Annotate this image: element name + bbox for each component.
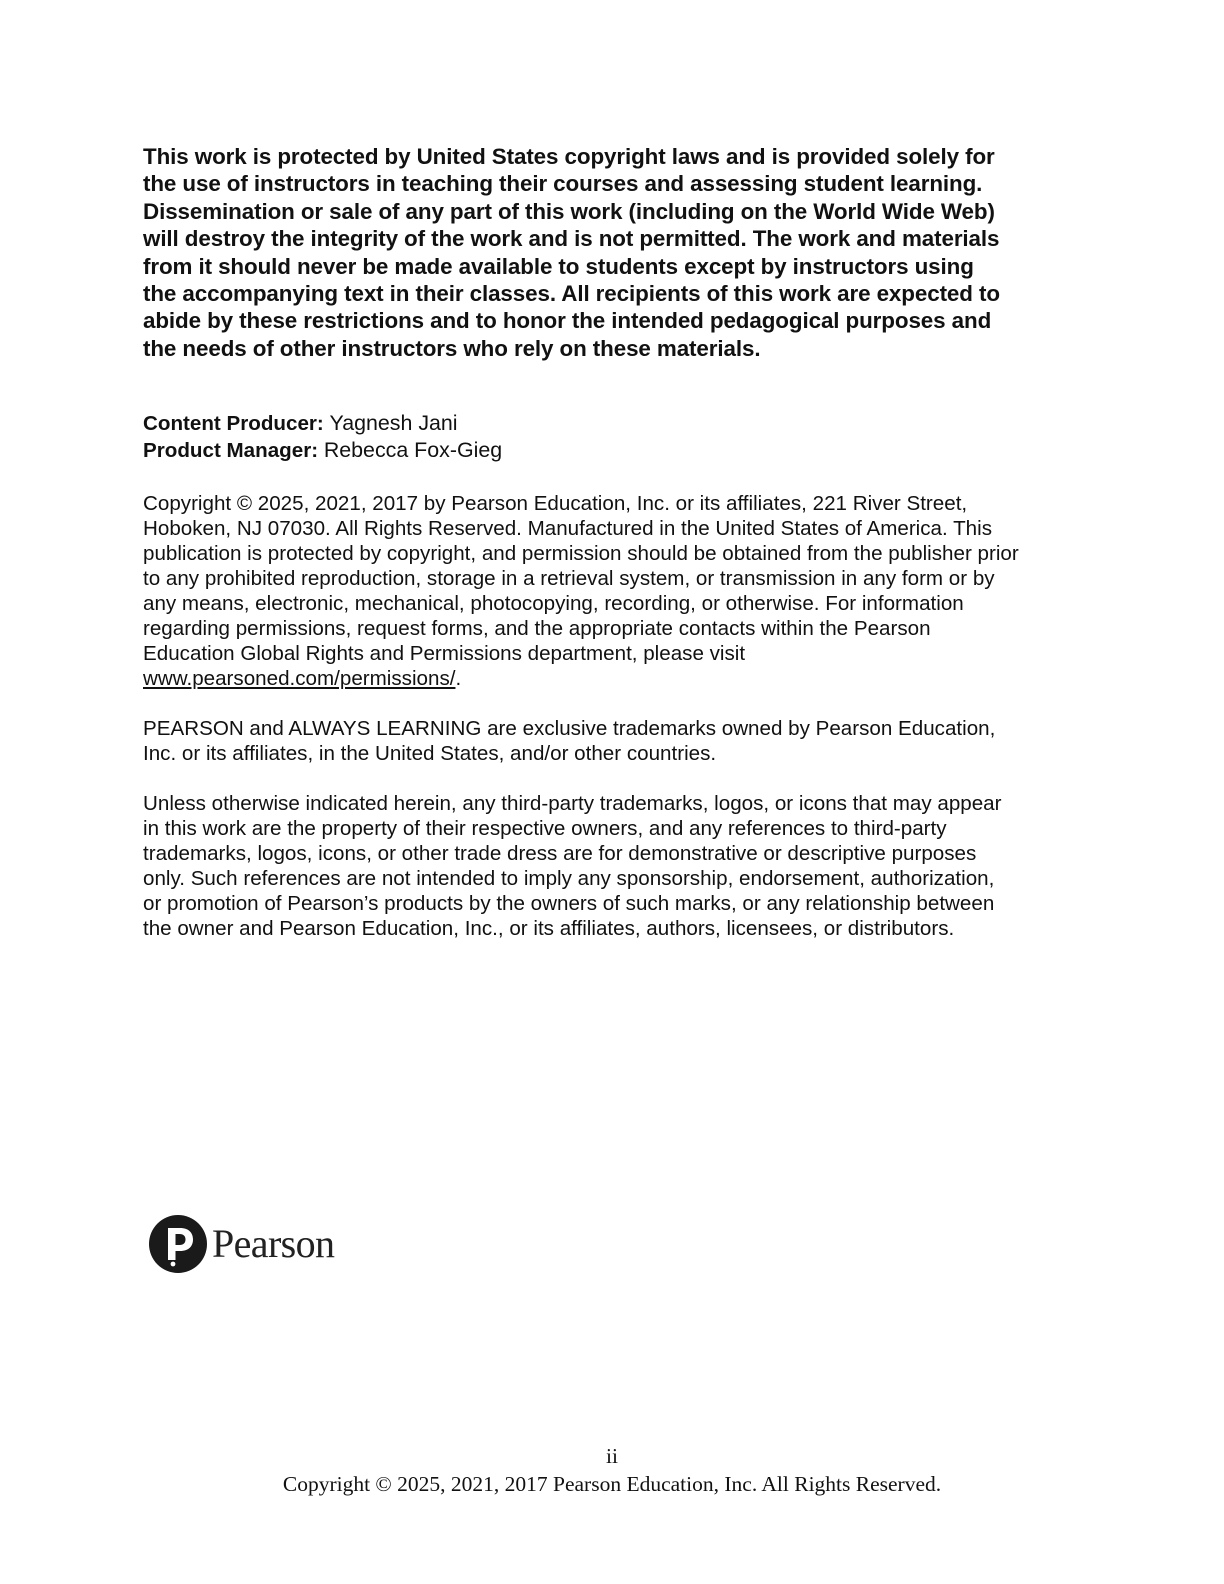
pearson-logo xyxy=(148,1214,334,1274)
paragraph-line: regarding permissions, request forms, and the appropriate contacts within the Pearson xyxy=(143,617,931,640)
paragraph-line xyxy=(143,666,1078,691)
product-manager-credit xyxy=(143,437,1078,464)
copyright-paragraph xyxy=(143,491,1078,691)
notice-line: the use of instructors in teaching their courses and assessing student learning. xyxy=(143,171,983,197)
paragraph-line: trademarks, logos, icons, or other trade dress are for demonstrative or descriptive purposes xyxy=(143,842,977,865)
paragraph-line: only. Such references are not intended to imply any sponsorship, endorsement, authorization, xyxy=(143,867,995,890)
paragraph-line: PEARSON and ALWAYS LEARNING are exclusive trademarks owned by Pearson Education, xyxy=(143,717,996,740)
link-suffix: . xyxy=(455,667,462,690)
product-manager-label: Product Manager: xyxy=(143,439,319,462)
footer-copyright: Copyright © 2025, 2021, 2017 Pearson Education, Inc. All Rights Reserved. xyxy=(282,1472,942,1496)
content-producer-name: Yagnesh Jani xyxy=(329,411,458,435)
paragraph-line: Hoboken, NJ 07030. All Rights Reserved. Manufactured in the United States of America. This xyxy=(143,517,992,540)
paragraph-line: Unless otherwise indicated herein, any third-party trademarks, logos, or icons that may appear xyxy=(143,792,1002,815)
notice-line: from it should never be made available to students except by instructors using xyxy=(143,253,974,279)
notice-line: Dissemination or sale of any part of this work (including on the World Wide Web) xyxy=(143,198,995,224)
content-producer-credit xyxy=(143,410,1078,437)
paragraph-line: the owner and Pearson Education, Inc., or its affiliates, authors, licensees, or distributors. xyxy=(143,917,955,940)
notice-line: the needs of other instructors who rely on these materials. xyxy=(143,335,761,361)
copyright-notice xyxy=(143,143,1078,362)
pearson-p-logo-icon xyxy=(148,1214,208,1274)
notice-line: the accompanying text in their classes. All recipients of this work are expected to xyxy=(143,281,1000,307)
product-manager-name: Rebecca Fox-Gieg xyxy=(323,438,503,462)
paragraph-line: Education Global Rights and Permissions department, please visit xyxy=(143,642,746,665)
permissions-link[interactable]: www.pearsoned.com/permissions/ xyxy=(143,667,456,690)
paragraph-line: to any prohibited reproduction, storage in a retrieval system, or transmission in any form or by xyxy=(143,567,995,590)
paragraph-line: in this work are the property of their respective owners, and any references to third-party xyxy=(143,817,947,840)
paragraph-line: or promotion of Pearson’s products by the owners of such marks, or any relationship between xyxy=(143,892,995,915)
notice-line: This work is protected by United States copyright laws and is provided solely for xyxy=(143,144,995,169)
notice-line: will destroy the integrity of the work and is not permitted. The work and materials xyxy=(143,226,1000,252)
credits xyxy=(143,410,1078,464)
pearson-wordmark: Pearson xyxy=(212,1221,335,1266)
paragraph-line: Inc. or its affiliates, in the United States, and/or other countries. xyxy=(143,742,717,765)
notice-line: abide by these restrictions and to honor the intended pedagogical purposes and xyxy=(143,308,992,334)
content-producer-label: Content Producer: xyxy=(143,412,324,435)
paragraph-line: any means, electronic, mechanical, photocopying, recording, or otherwise. For information xyxy=(143,592,964,615)
paragraph-line: Copyright © 2025, 2021, 2017 by Pearson Education, Inc. or its affiliates, 221 River Street, xyxy=(143,492,968,515)
third-party-paragraph xyxy=(143,791,1078,941)
page-number: ii xyxy=(606,1444,618,1468)
trademark-paragraph xyxy=(143,716,1078,766)
paragraph-line: publication is protected by copyright, and permission should be obtained from the publisher prior xyxy=(143,542,1019,565)
